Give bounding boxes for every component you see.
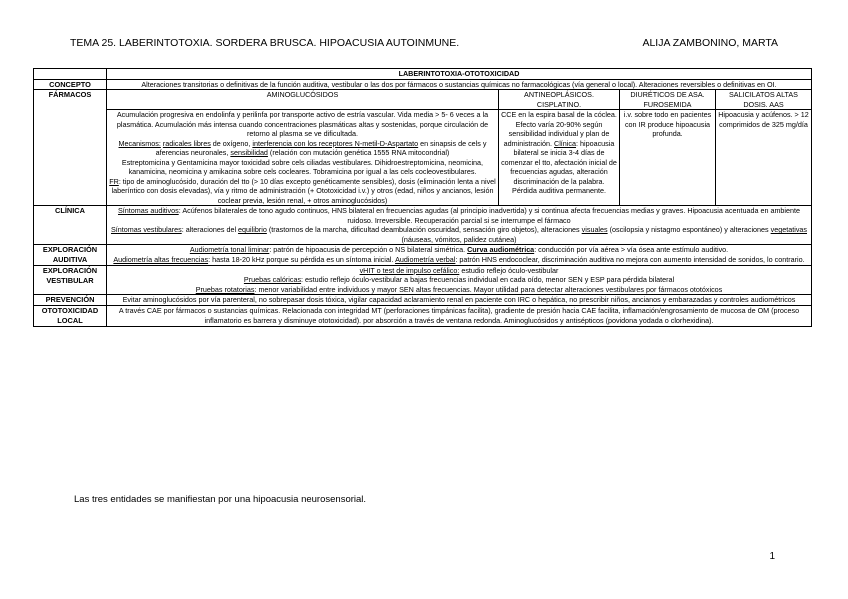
prevencion-label: PREVENCIÓN bbox=[34, 295, 107, 306]
page-number: 1 bbox=[769, 551, 775, 562]
concepto-label: CONCEPTO bbox=[34, 79, 107, 90]
clinica-text bbox=[107, 206, 812, 245]
farmacos-label: FÁRMACOS bbox=[34, 90, 107, 206]
prevencion-row bbox=[34, 295, 812, 306]
sintomas-vestibulares: Síntomas vestibulares: alteraciones del equilibrio (trastornos de la marcha, dificultad deambulación oscuridad, sensación giro objetos), alteraciones visuales (oscilopsia y nistagmo espontáneo) y alteraciones vegetativas (náuseas, vómitos, palidez cutánea) bbox=[110, 225, 807, 244]
exploracion-auditiva-text: Audiometría tonal liminar: patrón de hipoacusia de percepción o NS bilateral simétrica. Curva audiométrica: conducción por vía aérea > vía ósea ante estímulo auditivo. Audiometría altas frecuencias: hasta 18-20 kHz porque su pérdida es un síntoma inicial. Audiometría verbal: patrón HNS endococlear, discriminación auditiva no mejora con aumento intensidad de sonidos, lo contrario. bbox=[107, 245, 812, 266]
amino-mecanismos: Mecanismos: radicales libres de oxígeno, interferencia con los receptores N-metil-D-Aspartato en sinapsis de cels y aferencias neuronales, sensibilidad (relación con mutación genética 1555 RNA mitocondrial) bbox=[118, 138, 487, 158]
exploracion-vestibular-text: vHIT o test de impulso cefálico: estudio reflejo óculo-vestibular Pruebas calóricas: estudio reflejo óculo-vestibular a bajas frecuencias individual en cada oído, menor SEN y ESP para pérdida bilateral Pruebas rotatorias: menor variabilidad entre individuos y mayor SEN altas frecuencias. Mayor utilidad para detectar alteraciones vestibulares por fármacos ototóxicos bbox=[107, 265, 812, 295]
farmacos-header-row bbox=[34, 90, 812, 110]
antineoplasicos-cell: CCE en la espira basal de la cóclea. Efecto varía 20-90% según sensibilidad individual y plan de administración. Clínica: hipoacusia bilateral se inicia 3-4 días de comenzar el tto, afectación inicial de frecuencias agudas, alteración discriminación de la palabra. Pérdida auditiva permanente. bbox=[499, 110, 620, 206]
exploracion-vestibular-row bbox=[34, 265, 812, 295]
sintomas-auditivos: Síntomas auditivos: Acúfenos bilaterales de tono agudo continuos, HNS bilateral en frecuencias agudas (al principio inadvertida) y si continua afecta frecuencias medias y graves. Hipoacusia acentuada en ambiente ruidoso. Irreversible. Recuperación parcial si se interrumpe el fármaco bbox=[117, 206, 801, 225]
amino-acumulacion: Acumulación progresiva en endolinfa y perilinfa por transporte activo de estría vascular. Vida media > 5- 6 veces a la plasmática. Acumulación más intensa cuando concentraciones plasmáticas altas y sostenidas, porque circulación de retorno al plasma se ve dificultada. bbox=[116, 110, 489, 139]
radicales-libres: radicales libres bbox=[162, 138, 211, 148]
exploracion-auditiva-row bbox=[34, 245, 812, 266]
clinica-row bbox=[34, 206, 812, 245]
salicilatos-cell: Hipoacusia y acúfenos. > 12 comprimidos de 325 mg/día bbox=[716, 110, 812, 206]
diureticos-cell: i.v. sobre todo en pacientes con IR produce hipoacusia profunda. bbox=[620, 110, 716, 206]
clinica-label: Clínica bbox=[554, 138, 576, 148]
concepto-row bbox=[34, 79, 812, 90]
amino-toxicidad: Estreptomicina y Gentamicina mayor toxicidad sobre cels ciliadas vestibulares. Dihidroestreptomicina, neomicina, kanamicina, neomicina y amikacina sobre cels cocleares. Tobramicina por igual a las cels cocleovestibulares. bbox=[121, 157, 484, 177]
ototoxicity-table bbox=[33, 68, 812, 327]
amino-factores-riesgo: FR: tipo de aminoglucósido, duración del tto (> 10 días excepto genéticamente sensibles), dosis (eliminación lenta a nivel laberíntico con dosis elevadas), vía y ritmo de administración (+ Ototoxicidad i.v.) y otros (edad, niños y ancianos, lesión coclear previa, lesión renal, + otros aminoglucósidos) bbox=[109, 176, 496, 205]
farmacos-content-row bbox=[34, 110, 812, 206]
concepto-text: Alteraciones transitorias o definitivas de la función auditiva, vestibular o las dos por fármacos o sustancias químicas no farmacológicas (vía general o local). Alteraciones reversibles o definitivas en OI. bbox=[107, 79, 812, 90]
interferencia-nmda: interferencia con los receptores N-metil-D-Aspartato bbox=[252, 138, 419, 148]
col-diureticos: DIURÉTICOS DE ASA. FUROSEMIDA bbox=[620, 90, 716, 110]
prevencion-text: Evitar aminoglucósidos por vía parenteral, no sobrepasar dosis tóxica, vigilar capacidad aclaramiento renal en paciente con IRC o hepática, no prescribir niños, ancianos y embarazadas y controles audiométricos bbox=[107, 295, 812, 306]
clinica-row-label: CLÍNICA bbox=[34, 206, 107, 245]
col-salicilatos: SALICILATOS ALTAS DOSIS. AAS bbox=[716, 90, 812, 110]
exploracion-auditiva-label: EXPLORACIÓN AUDITIVA bbox=[34, 245, 107, 266]
author-name: ALIJA ZAMBONINO, MARTA bbox=[642, 37, 778, 49]
ototoxicidad-local-text: A través CAE por fármacos o sustancias químicas. Relacionada con integridad MT (perforaciones timpánicas facilita), gradiente de presión hacia CAE facilita, inflamación/engrosamiento de mucosa de OM (proceso inflamatorio es barrera y disminuye ototoxicidad). por absorción a través de ventana redonda. Aminoglucósidos y antisépticos (povidona yodada o clorhexidina). bbox=[107, 306, 812, 327]
col-antineoplasicos: ANTINEOPLÁSICOS. CISPLATINO. bbox=[499, 90, 620, 110]
ototoxicidad-local-row bbox=[34, 306, 812, 327]
exploracion-vestibular-label: EXPLORACIÓN VESTIBULAR bbox=[34, 265, 107, 295]
sensibilidad: sensibilidad bbox=[230, 148, 268, 158]
aminoglucosidos-cell bbox=[107, 110, 499, 206]
fr-label: FR bbox=[109, 176, 119, 186]
table-main-title: LABERINTOTOXIA-OTOTOXICIDAD bbox=[107, 69, 812, 80]
table-title-row bbox=[34, 69, 812, 80]
col-aminoglucosidos: AMINOGLUCÓSIDOS bbox=[107, 90, 499, 110]
mecanismos-label: Mecanismos: bbox=[118, 138, 161, 148]
document-title: TEMA 25. LABERINTOTOXIA. SORDERA BRUSCA. HIPOACUSIA AUTOINMUNE. bbox=[70, 37, 460, 49]
footer-note: Las tres entidades se manifiestan por una hipoacusia neurosensorial. bbox=[74, 494, 367, 505]
ototoxicidad-local-label: OTOTOXICIDAD LOCAL bbox=[34, 306, 107, 327]
